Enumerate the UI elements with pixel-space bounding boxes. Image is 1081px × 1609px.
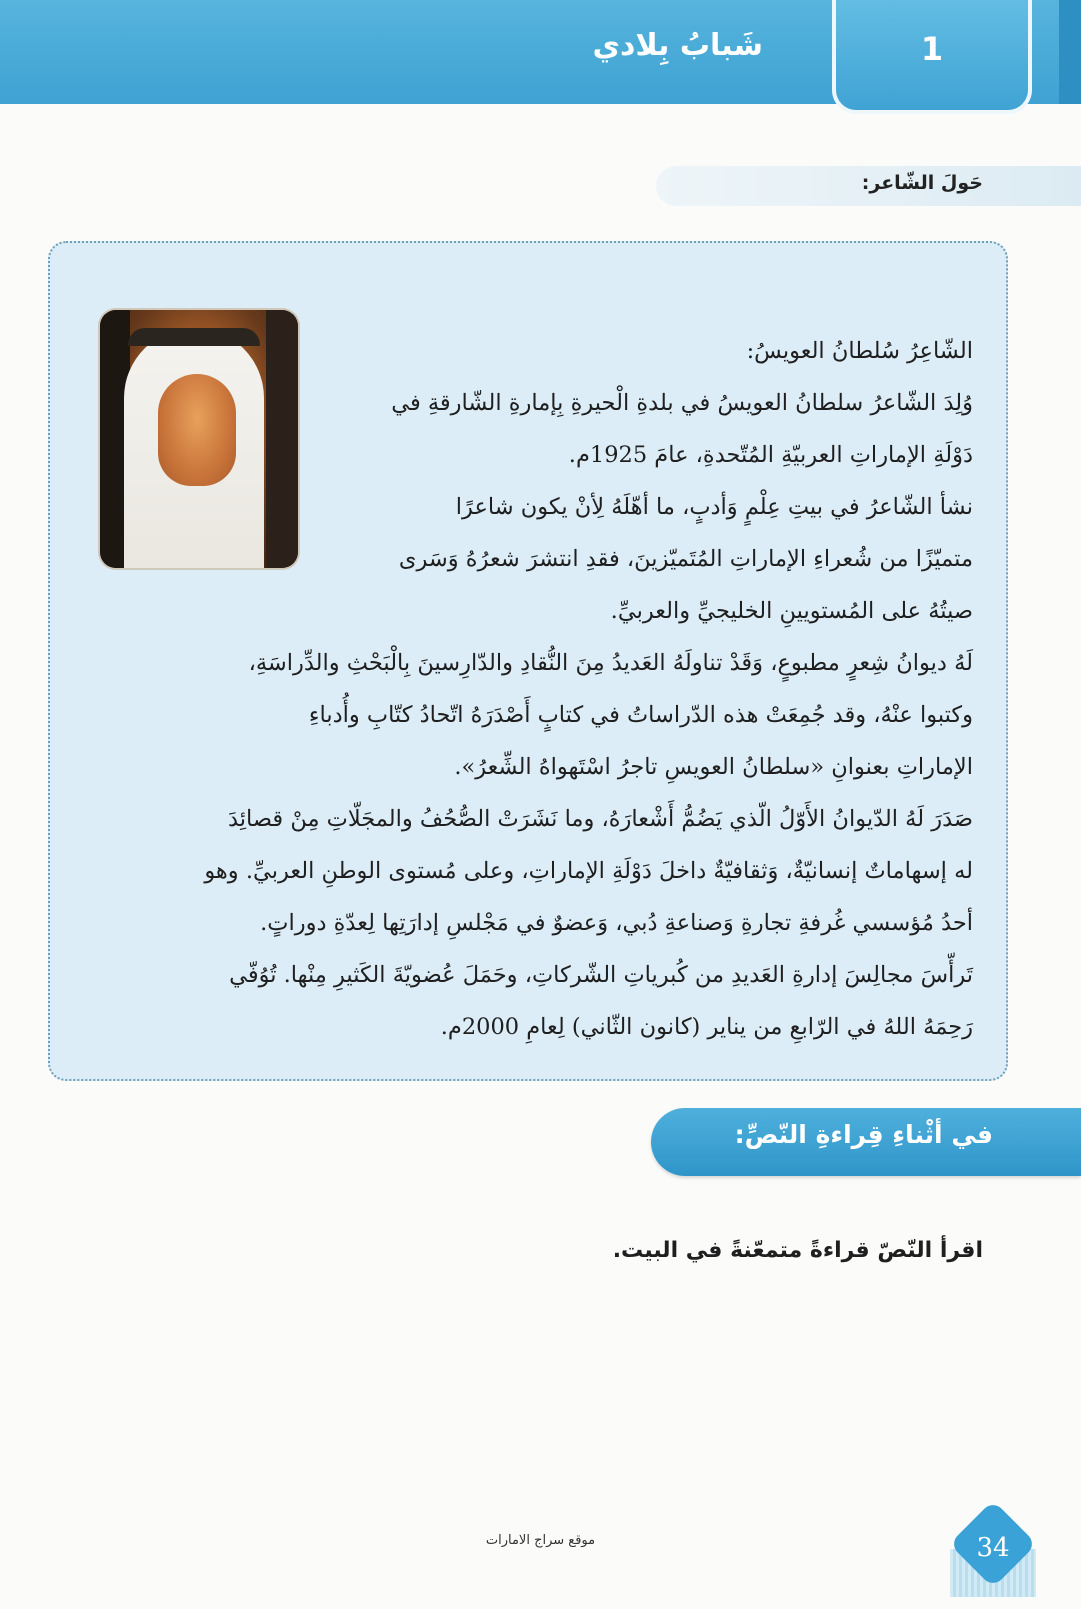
bio-line: متميّزًا من شُعراءِ الإماراتِ المُتَميّزينَ، فقدِ انتشرَ شعرُهُ وَسَرى [398, 546, 973, 572]
bio-line: نشأ الشّاعرُ في بيتِ عِلْمٍ وَأدبٍ، ما أهّلَهُ لِأنْ يكون شاعرًا [455, 494, 973, 520]
bio-line: الإماراتِ بعنوانِ «سلطانُ العويسِ تاجرُ اسْتَهواهُ الشِّعرُ». [454, 754, 973, 780]
lesson-title: شَبابُ بِلادي [592, 28, 763, 63]
header-right-cap [1059, 0, 1081, 104]
bio-line: أحدُ مُؤسسي غُرفةِ تجارةِ وَصناعةِ دُبي، وَعضوٌ في مَجْلسِ إدارَتِها لِعدّةِ دوراتٍ. [260, 910, 973, 936]
bio-line: له إسهاماتٌ إنسانيّةٌ، وَثقافيّةٌ داخلَ دَوْلَةِ الإماراتِ، وعلى مُستوى الوطنِ العربيِّ. وهو [204, 858, 973, 884]
page-number-badge [950, 1505, 1036, 1591]
bio-line: رَحِمَهُ اللهُ في الرّابعِ من يناير (كانون الثّاني) لِعامِ 2000م. [440, 1014, 973, 1040]
bio-line: تَرأّسَ مجالِسَ إدارةِ العَديدِ من كُبرياتِ الشّركاتِ، وحَمَلَ عُضويّةَ الكَثيرِ مِنْها. تُوُفّي [229, 962, 973, 988]
reading-instruction: اقرأ النّصّ قراءةً متمعّنةً في البيت. [612, 1238, 983, 1263]
bio-line: صيتُهُ على المُستويينِ الخليجيِّ والعربيِّ. [610, 598, 973, 624]
bio-line: وُلِدَ الشّاعرُ سلطانُ العويسُ في بلدةِ الْحيرةِ بِإمارةِ الشّارقةِ في [391, 390, 973, 416]
while-reading-heading: في أثْناءِ قِراءةِ النّصِّ: [734, 1120, 993, 1149]
bio-line: لَهُ ديوانُ شِعرٍ مطبوعٍ، وَقَدْ تناولَهُ العَديدُ مِنَ النُّقادِ والدّارِسينَ بِالْبَحْثِ والدِّراسَةِ، [248, 650, 973, 676]
bio-heading: الشّاعِرُ سُلطانُ العويسُ: [746, 338, 973, 364]
page-number: 34 [976, 1533, 1010, 1563]
lesson-number-tab [832, 0, 1032, 114]
footer-site-text: موقع سراج الامارات [485, 1533, 596, 1548]
bio-line: صَدَرَ لَهُ الدّيوانُ الأَوّلُ الّذي يَضُمُّ أَشْعارَهُ، وما نَشَرَتْ الصُّحُفُ والمجَلّاتِ مِنْ قصائِدَ [227, 806, 973, 832]
about-poet-heading: حَولَ الشّاعر: [861, 172, 983, 194]
bio-line: دَوْلَةِ الإماراتِ العربيّةِ المُتّحدةِ، عامَ 1925م. [568, 442, 973, 468]
lesson-number: 1 [920, 30, 944, 68]
bio-line: وكتبوا عنْهُ، وقد جُمِعَتْ هذه الدّراساتُ في كتابٍ أَصْدَرَهُ اتّحادُ كتّابِ وأُدباءِ [308, 702, 973, 728]
